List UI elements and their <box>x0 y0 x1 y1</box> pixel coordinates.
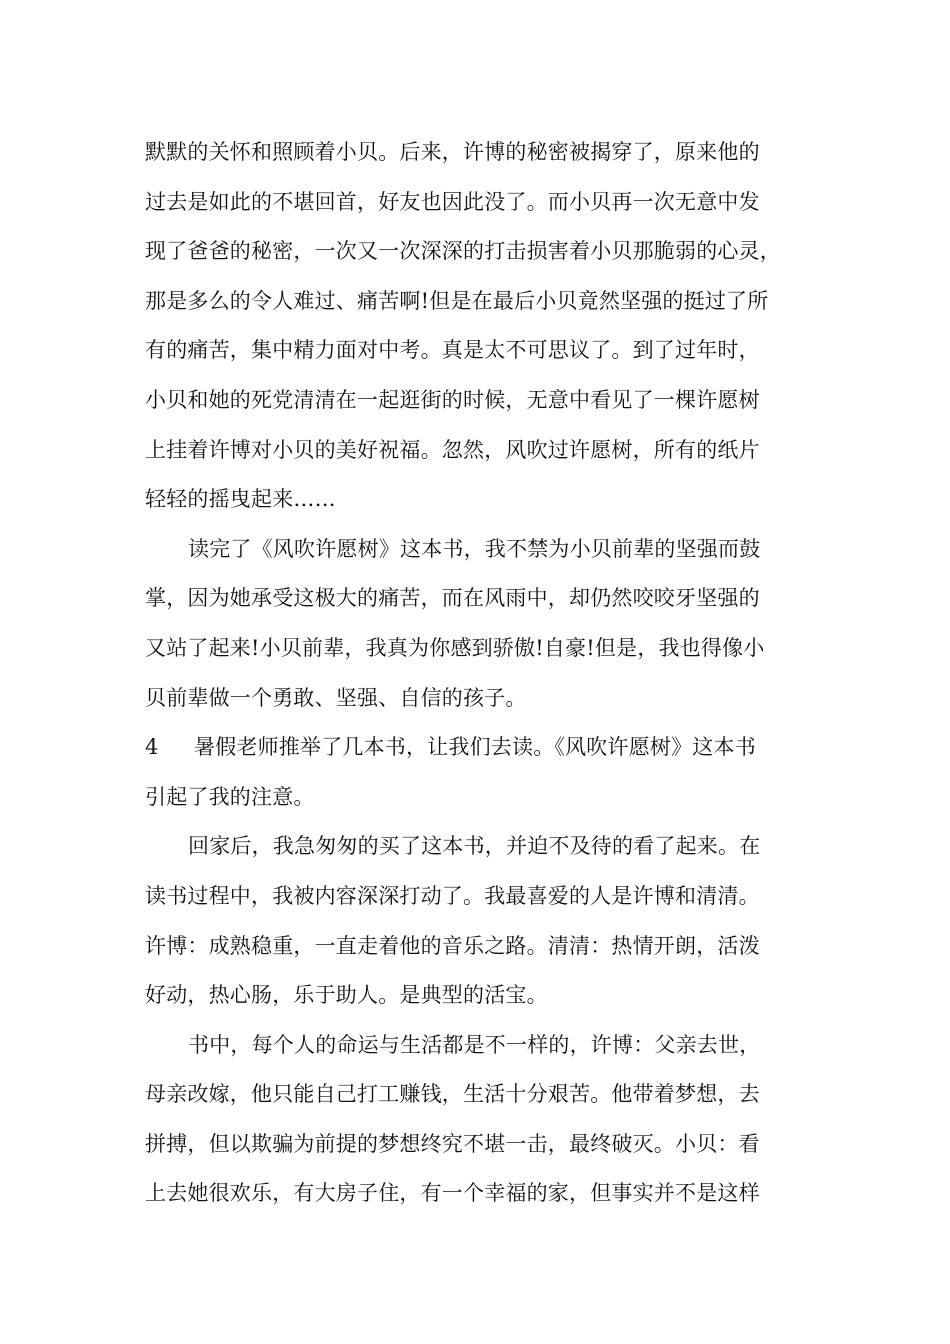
numbered-line-text: 暑假老师推举了几本书，让我们去读。《风吹许愿树》这本书 <box>194 735 756 760</box>
paragraph-start-line: 回家后，我急匆匆的买了这本书，并迫不及待的看了起来。在 <box>188 834 761 859</box>
text-line: 过去是如此的不堪回首，好友也因此没了。而小贝再一次无意中发 <box>145 189 760 214</box>
text-line: 读书过程中，我被内容深深打动了。我最喜爱的人是许博和清清。 <box>145 883 760 908</box>
text-line: 拼搏，但以欺骗为前提的梦想终究不堪一击，最终破灭。小贝：看 <box>145 1131 760 1156</box>
paragraph-start-line: 读完了《风吹许愿树》这本书，我不禁为小贝前辈的坚强而鼓 <box>188 536 761 561</box>
text-line: 现了爸爸的秘密，一次又一次深深的打击损害着小贝那脆弱的心灵， <box>145 239 781 264</box>
text-line: 贝前辈做一个勇敢、坚强、自信的孩子。 <box>145 685 527 710</box>
section-number: 4 <box>145 735 159 760</box>
text-line: 小贝和她的死党清清在一起逛街的时候，无意中看见了一棵许愿树 <box>145 387 760 412</box>
text-line: 许博：成熟稳重，一直走着他的音乐之路。清清：热情开朗，活泼 <box>145 933 760 958</box>
paragraph-start-line: 书中，每个人的命运与生活都是不一样的，许博：父亲去世， <box>188 1032 761 1057</box>
text-line: 有的痛苦，集中精力面对中考。真是太不可思议了。到了过年时， <box>145 338 760 363</box>
document-body <box>145 128 825 1219</box>
text-line: 引起了我的注意。 <box>145 784 315 809</box>
text-line: 母亲改嫁，他只能自己打工赚钱，生活十分艰苦。他带着梦想，去 <box>145 1082 760 1107</box>
text-line: 那是多么的令人难过、痛苦啊!但是在最后小贝竟然坚强的挺过了所 <box>145 288 769 313</box>
text-line: 又站了起来!小贝前辈，我真为你感到骄傲!自豪!但是，我也得像小 <box>145 635 765 660</box>
text-line: 掌，因为她承受这极大的痛苦，而在风雨中，却仍然咬咬牙坚强的 <box>145 586 760 611</box>
text-line: 上挂着许博对小贝的美好祝福。忽然，风吹过许愿树，所有的纸片 <box>145 437 760 462</box>
text-line: 轻轻的摇曳起来…… <box>145 487 336 512</box>
text-line: 上去她很欢乐，有大房子住，有一个幸福的家，但事实并不是这样 <box>145 1181 760 1206</box>
numbered-line <box>145 723 825 773</box>
text-line: 好动，热心肠，乐于助人。是典型的活宝。 <box>145 983 548 1008</box>
text-line: 默默的关怀和照顾着小贝。后来，许博的秘密被揭穿了，原来他的 <box>145 140 760 164</box>
